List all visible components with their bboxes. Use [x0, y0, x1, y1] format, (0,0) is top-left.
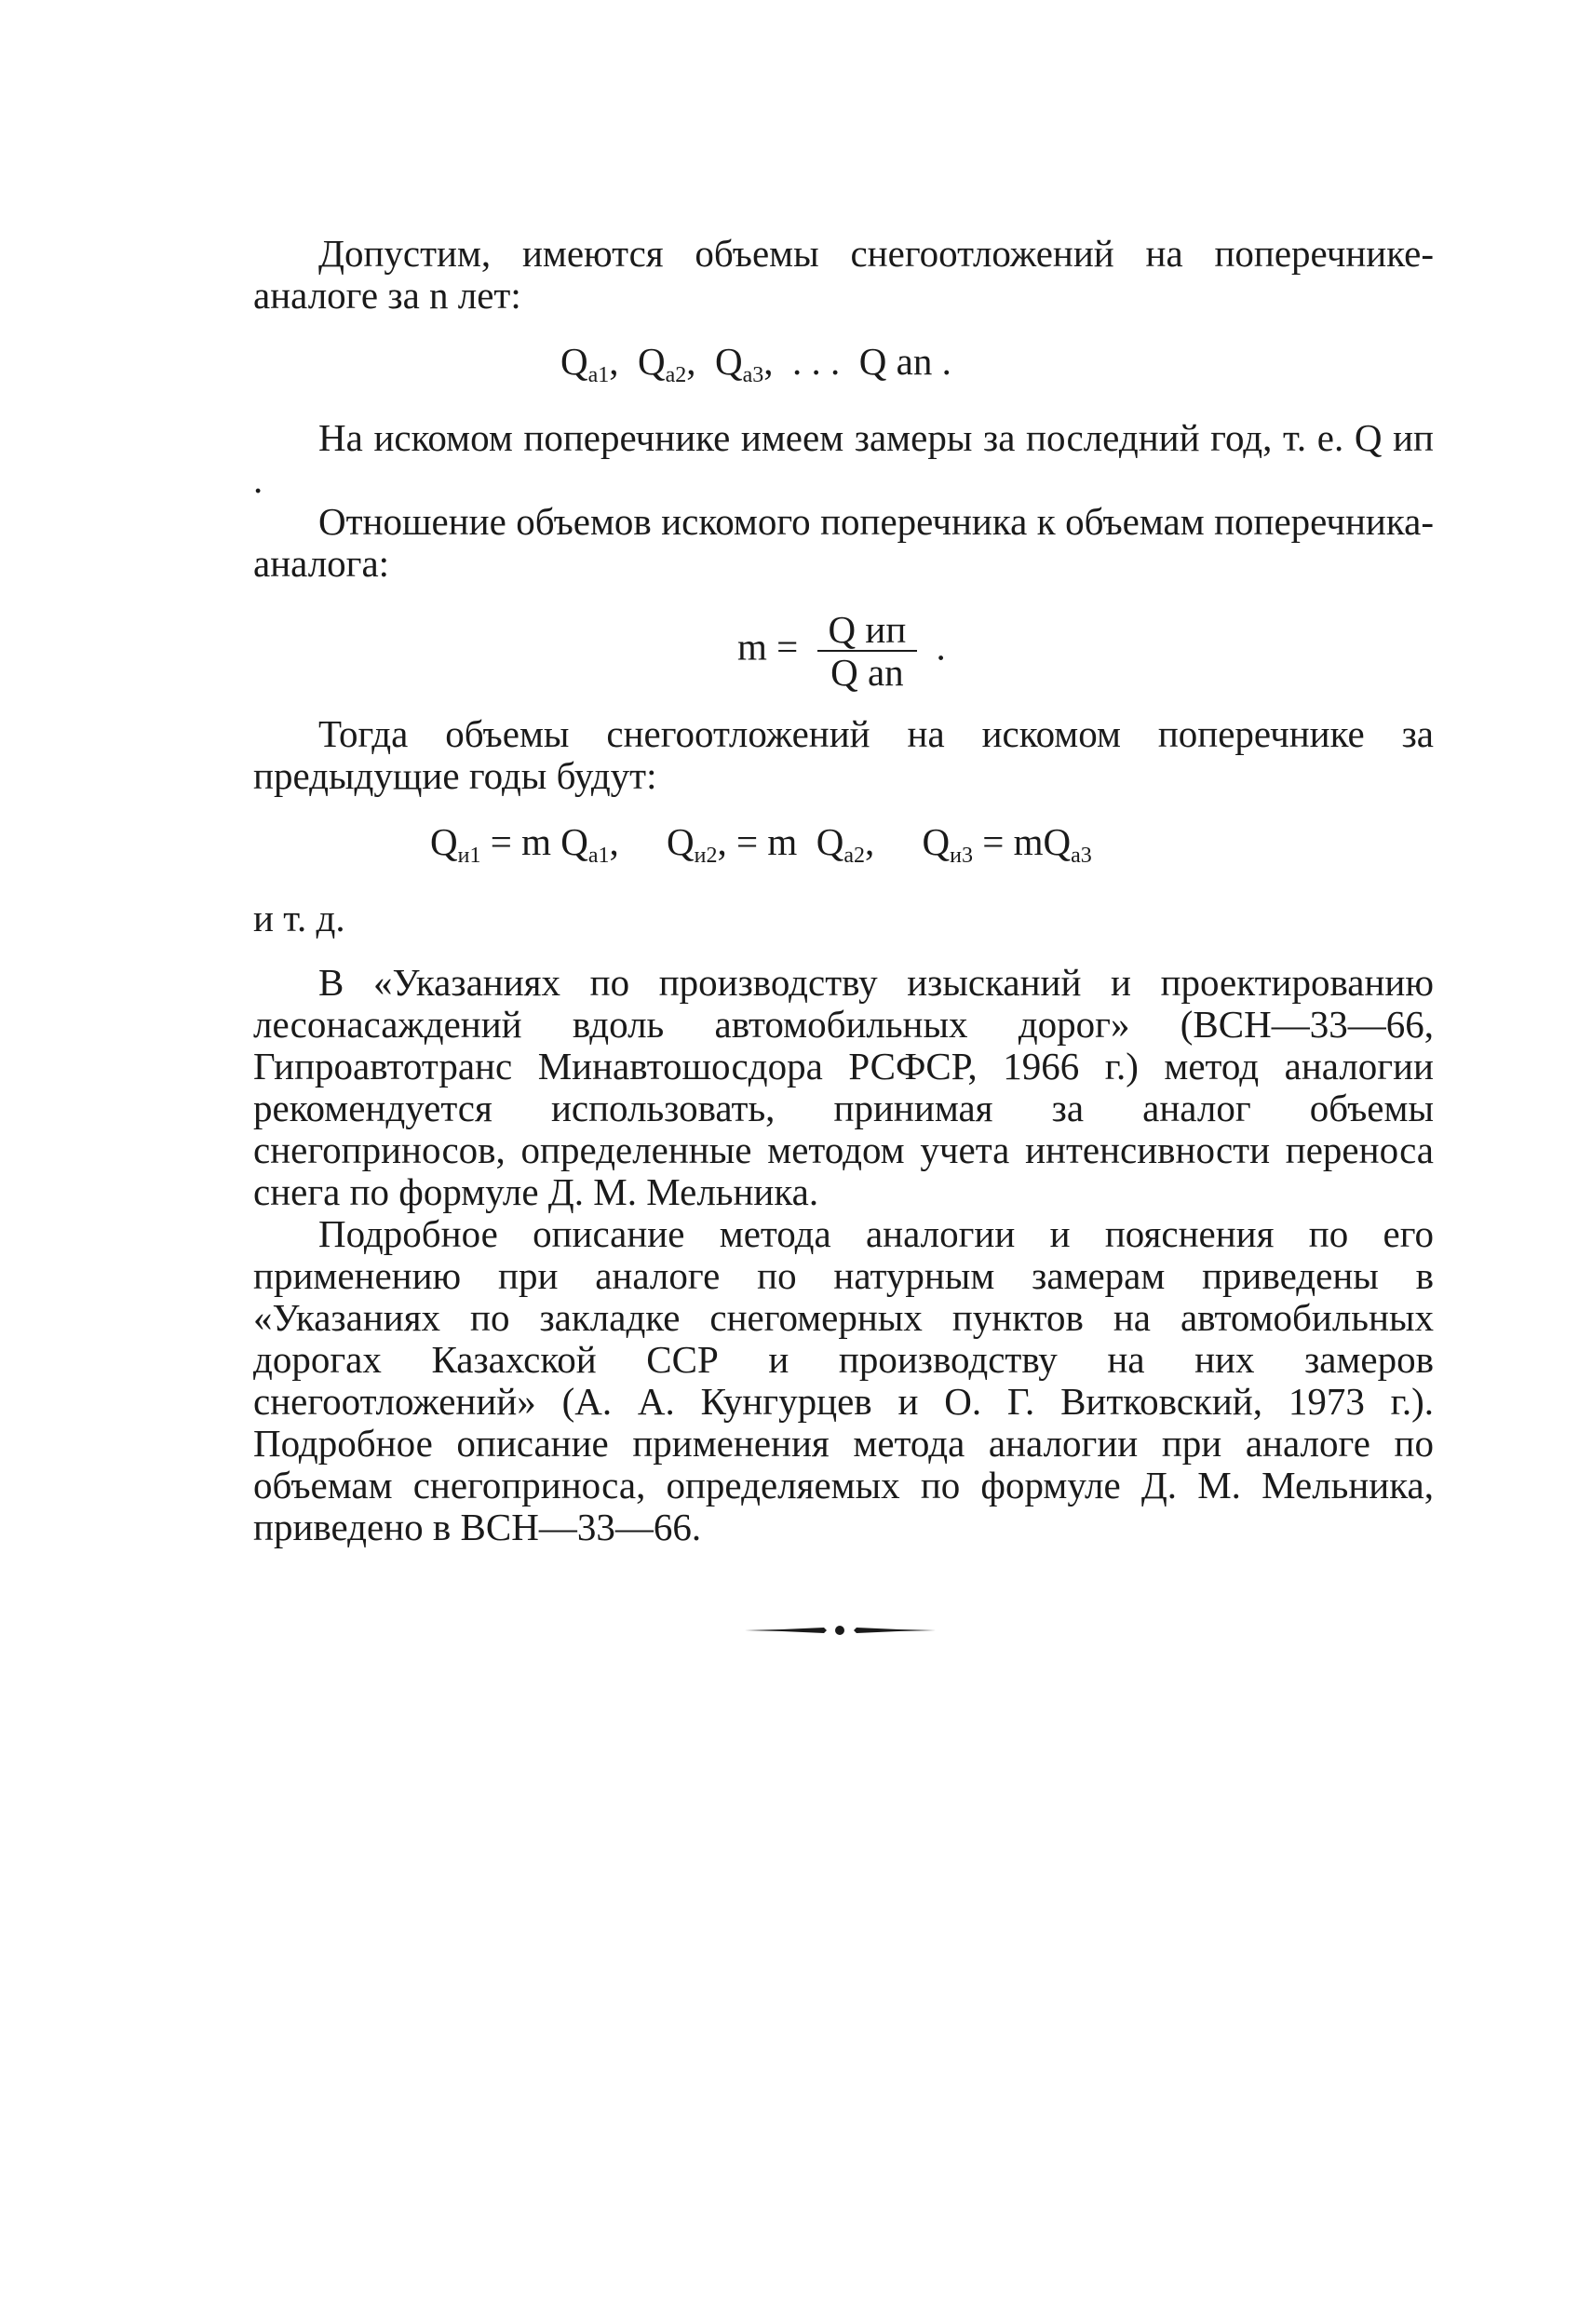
paragraph-intro: Допустим, имеются объемы снегоотложений на поперечнике-аналоге за n лет: — [253, 232, 1434, 317]
divider-ornament — [745, 1624, 936, 1637]
fraction — [817, 609, 918, 693]
fraction-numerator: Q ип — [817, 609, 918, 652]
paragraph-measurements: На искомом поперечнике имеем замеры за последний год, т. е. Q ип . — [253, 416, 1434, 501]
formula-ratio-m: m = $\frac{\text{Q ип}}{\text{Q an}}$ . — [737, 608, 946, 694]
paragraph-ratio: Отношение объемов искомого поперечника к объемам поперечника-аналога: — [253, 500, 1434, 585]
paragraph-etc: и т. д. — [253, 897, 345, 939]
text-body — [253, 233, 1434, 1548]
fraction-denominator: Q an — [830, 651, 904, 694]
formula-previous-volumes: $Q_{и1} = m$ $Q_{a1}$, $Q_{и2}$, = m $Q_{a2}$, $Q_{и3} = mQ_{a3}$ — [430, 820, 1092, 868]
paragraph-detailed-description: Подробное описание метода аналогии и пояснения по его применению при аналоге по натурным замерам приведены в «Указаниях по закладке снегомерных пунктов на автомобильных дорогах Казахской ССР и производству на них замеров снегоотложений» (А. А. Кунгурцев и О. Г. Витковский, 1973 г.). Подробное описание применения метода аналогии при аналоге по объемам снегоприноса, определяемых по формуле Д. М. Мельника, приведено в ВСН—33—66. — [253, 1212, 1434, 1548]
paragraph-previous-years: Тогда объемы снегоотложений на искомом поперечнике за предыдущие годы будут: — [253, 712, 1434, 797]
formula-analog-volumes: $Q_{a1}$, $Q_{a2}$, $Q_{a3}$, . . . Q an . — [560, 340, 951, 387]
paragraph-vsn-guidelines: В «Указаниях по производству изысканий и проектированию лесонасаждений вдоль автомобильных дорог» (ВСН—33—66, Гипроавтотранс Минавтошосдора РСФСР, 1966 г.) метод аналогии рекомендуется использовать, принимая за аналог объемы снегоприносов, определенные методом учета интенсивности переноса снега по формуле Д. М. Мельника. — [253, 961, 1434, 1213]
